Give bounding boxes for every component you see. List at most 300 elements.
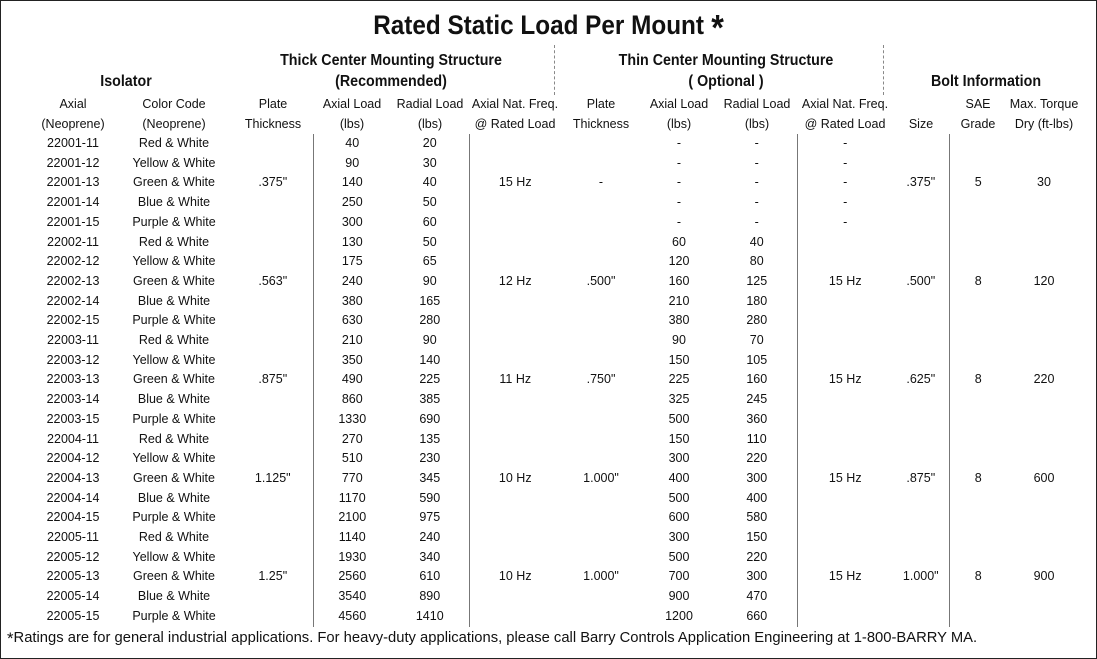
column-header-thick-radial-load: (lbs) xyxy=(417,117,443,131)
cell-thin-plate-thickness xyxy=(561,213,641,233)
cell-thin-axial-load: 600 xyxy=(668,510,690,525)
cell-bolt-size: .500" xyxy=(906,273,936,288)
cell-color-code: Green & White xyxy=(133,470,215,485)
cell-thin-axial-load: 500 xyxy=(668,549,690,564)
cell-thin-plate-thickness xyxy=(561,252,641,272)
cell-thick-axial-nat-freq xyxy=(469,331,561,351)
cell-max-torque xyxy=(1007,292,1081,312)
cell-axial: 22004-15 xyxy=(46,510,100,525)
cell-sae-grade xyxy=(949,587,1007,607)
cell-color-code: Purple & White xyxy=(132,313,216,328)
cell-bolt-size xyxy=(893,528,949,548)
cell-axial: 22005-13 xyxy=(46,569,100,584)
cell-thin-radial-load: 125 xyxy=(746,273,768,288)
cell-color-code: Green & White xyxy=(133,175,215,190)
cell-thin-axial-nat-freq xyxy=(797,331,893,351)
cell-color-code: Blue & White xyxy=(137,392,211,407)
cell-bolt-size xyxy=(893,292,949,312)
cell-thin-plate-thickness: .750" xyxy=(586,372,616,387)
cell-bolt-size xyxy=(893,390,949,410)
cell-max-torque xyxy=(1007,430,1081,450)
cell-sae-grade xyxy=(949,331,1007,351)
cell-thick-radial-load: 230 xyxy=(419,451,441,466)
cell-thin-plate-thickness xyxy=(561,233,641,253)
cell-color-code: Yellow & White xyxy=(132,155,216,170)
group-header-thin-line1: Thin Center Mounting Structure xyxy=(618,52,834,69)
cell-max-torque xyxy=(1007,587,1081,607)
cell-bolt-size xyxy=(893,252,949,272)
column-header-thick-plate-thickness: Thickness xyxy=(244,117,302,131)
cell-thick-radial-load: 90 xyxy=(422,333,437,348)
cell-color-code: Red & White xyxy=(138,530,210,545)
cell-max-torque xyxy=(1007,233,1081,253)
cell-sae-grade xyxy=(949,193,1007,213)
cell-axial: 22003-12 xyxy=(46,352,100,367)
cell-thick-axial-load: 4560 xyxy=(313,607,391,627)
column-header-bolt-size xyxy=(893,94,949,114)
cell-thin-plate-thickness xyxy=(561,430,641,450)
cell-thin-radial-load: 220 xyxy=(746,451,768,466)
cell-thin-axial-nat-freq xyxy=(797,410,893,430)
cell-sae-grade xyxy=(949,410,1007,430)
cell-max-torque xyxy=(1007,331,1081,351)
cell-thick-axial-nat-freq xyxy=(469,193,561,213)
column-header-thick-axial-load: (lbs) xyxy=(339,117,365,131)
column-header-axial: Axial xyxy=(59,97,87,111)
cell-thin-radial-load: - xyxy=(754,214,759,229)
table-row xyxy=(31,272,1081,292)
table-row xyxy=(31,311,1081,331)
cell-bolt-size xyxy=(893,193,949,213)
table-row xyxy=(31,213,1081,233)
cell-bolt-size xyxy=(893,508,949,528)
cell-thin-axial-load: 60 xyxy=(672,234,686,249)
cell-bolt-size: .625" xyxy=(906,372,936,387)
cell-thin-plate-thickness: .500" xyxy=(586,273,616,288)
cell-thick-axial-load: 140 xyxy=(313,173,391,193)
cell-thick-axial-load: 40 xyxy=(313,134,391,154)
cell-thin-plate-thickness xyxy=(561,489,641,509)
cell-thick-axial-load: 3540 xyxy=(313,587,391,607)
column-header-thin-radial-load: (lbs) xyxy=(744,117,770,131)
cell-thin-axial-load: 325 xyxy=(668,392,690,407)
cell-thick-axial-nat-freq xyxy=(469,548,561,568)
cell-thin-axial-nat-freq xyxy=(797,508,893,528)
cell-thick-radial-load: 165 xyxy=(419,293,441,308)
cell-thin-axial-nat-freq: - xyxy=(797,173,893,193)
cell-thick-plate-thickness xyxy=(233,390,313,410)
cell-thin-axial-load: - xyxy=(676,136,682,150)
table-row xyxy=(31,528,1081,548)
cell-thick-axial-load: 490 xyxy=(313,370,391,390)
cell-thin-axial-load: 160 xyxy=(668,273,690,288)
cell-sae-grade xyxy=(949,607,1007,627)
cell-thick-plate-thickness xyxy=(233,410,313,430)
cell-thick-axial-nat-freq xyxy=(469,134,561,154)
cell-thick-radial-load: 240 xyxy=(419,530,441,545)
cell-color-code: Purple & White xyxy=(132,214,216,229)
cell-max-torque xyxy=(1007,154,1081,174)
cell-color-code: Green & White xyxy=(133,273,215,288)
cell-bolt-size xyxy=(893,233,949,253)
cell-axial: 22002-11 xyxy=(47,234,99,249)
cell-thick-plate-thickness xyxy=(233,193,313,213)
cell-thin-axial-nat-freq xyxy=(797,252,893,272)
cell-thin-radial-load: 580 xyxy=(746,510,768,525)
group-header-isolator: Isolator xyxy=(100,73,152,90)
cell-bolt-size xyxy=(893,548,949,568)
cell-thick-plate-thickness xyxy=(233,252,313,272)
table-row xyxy=(31,193,1081,213)
cell-thick-plate-thickness xyxy=(233,134,313,154)
cell-sae-grade xyxy=(949,508,1007,528)
cell-thick-radial-load: 345 xyxy=(419,470,441,485)
cell-thin-plate-thickness xyxy=(561,528,641,548)
cell-thick-plate-thickness: 1.125" xyxy=(254,470,291,485)
cell-thin-radial-load: 80 xyxy=(749,254,764,269)
cell-thin-radial-load: 150 xyxy=(746,530,768,545)
cell-thin-radial-load: 70 xyxy=(749,333,764,348)
cell-thick-axial-load: 130 xyxy=(313,233,391,253)
cell-bolt-size xyxy=(893,213,949,233)
table-row xyxy=(31,173,1081,193)
cell-thick-axial-load: 300 xyxy=(313,213,391,233)
cell-thick-axial-load: 2100 xyxy=(313,508,391,528)
cell-axial: 22005-12 xyxy=(46,549,100,564)
column-header-thick-axial-nat-freq: Axial Nat. Freq. xyxy=(471,97,559,111)
cell-thin-axial-nat-freq: 15 Hz xyxy=(797,469,893,489)
cell-thick-axial-nat-freq xyxy=(469,508,561,528)
cell-sae-grade xyxy=(949,134,1007,154)
cell-bolt-size xyxy=(893,489,949,509)
cell-axial: 22001-15 xyxy=(46,214,100,229)
cell-thin-plate-thickness xyxy=(561,390,641,410)
cell-thin-axial-nat-freq xyxy=(797,292,893,312)
cell-thick-radial-load: 65 xyxy=(422,254,437,269)
cell-sae-grade xyxy=(949,213,1007,233)
cell-sae-grade xyxy=(949,351,1007,371)
cell-max-torque xyxy=(1007,548,1081,568)
cell-thick-radial-load: 30 xyxy=(422,155,437,170)
cell-color-code: Red & White xyxy=(138,136,210,150)
cell-axial: 22005-15 xyxy=(46,608,100,623)
table-row xyxy=(31,292,1081,312)
cell-thick-axial-load: 250 xyxy=(313,193,391,213)
cell-thick-axial-nat-freq xyxy=(469,311,561,331)
cell-sae-grade xyxy=(949,311,1007,331)
cell-thin-axial-load: 700 xyxy=(668,569,690,584)
cell-thin-axial-load: 900 xyxy=(668,589,690,604)
cell-max-torque xyxy=(1007,449,1081,469)
cell-color-code: Purple & White xyxy=(132,510,216,525)
cell-thin-radial-load: - xyxy=(754,155,759,170)
cell-thick-axial-load: 630 xyxy=(313,311,391,331)
cell-thin-axial-nat-freq: - xyxy=(797,193,893,213)
column-header-max-torque: Max. Torque xyxy=(1009,97,1079,111)
cell-thin-radial-load: 400 xyxy=(746,490,768,505)
cell-sae-grade xyxy=(949,489,1007,509)
cell-sae-grade: 8 xyxy=(949,567,1007,587)
cell-thin-radial-load: - xyxy=(754,195,759,210)
cell-thin-radial-load: 180 xyxy=(746,293,768,308)
cell-color-code: Purple & White xyxy=(132,608,216,623)
cell-max-torque: 30 xyxy=(1037,175,1051,190)
cell-sae-grade: 5 xyxy=(949,173,1007,193)
cell-max-torque xyxy=(1007,134,1081,154)
cell-thick-radial-load: 280 xyxy=(419,313,441,328)
cell-thin-axial-load: - xyxy=(676,175,682,190)
cell-max-torque xyxy=(1007,351,1081,371)
cell-thin-axial-load: - xyxy=(676,214,682,229)
cell-bolt-size: .875" xyxy=(906,470,936,485)
cell-color-code: Purple & White xyxy=(132,411,216,426)
cell-bolt-size xyxy=(893,449,949,469)
cell-thin-radial-load: 105 xyxy=(746,352,768,367)
column-header-thick-axial-nat-freq: @ Rated Load xyxy=(474,117,556,131)
cell-bolt-size xyxy=(893,331,949,351)
column-header-thin-plate-thickness: Plate xyxy=(586,97,616,111)
cell-thick-radial-load: 975 xyxy=(419,510,441,525)
cell-color-code: Green & White xyxy=(133,569,215,584)
cell-thin-axial-load: - xyxy=(676,155,682,170)
cell-thick-radial-load: 385 xyxy=(419,392,441,407)
cell-sae-grade xyxy=(949,548,1007,568)
cell-thick-axial-nat-freq xyxy=(469,390,561,410)
cell-bolt-size: 1.000" xyxy=(902,569,939,584)
cell-thin-plate-thickness xyxy=(561,154,641,174)
cell-thick-axial-load: 860 xyxy=(313,390,391,410)
column-header-thick-radial-load: Radial Load xyxy=(396,97,464,111)
cell-thin-axial-nat-freq xyxy=(797,430,893,450)
cell-thick-axial-nat-freq: 10 Hz xyxy=(469,469,561,489)
cell-thick-axial-nat-freq xyxy=(469,351,561,371)
column-header-bolt-size: Size xyxy=(908,117,934,131)
cell-thick-axial-nat-freq: 12 Hz xyxy=(469,272,561,292)
column-header-sae-grade: SAE xyxy=(965,97,991,111)
cell-thick-axial-load: 770 xyxy=(313,469,391,489)
cell-thick-radial-load: 50 xyxy=(422,234,437,249)
cell-thick-axial-load: 1170 xyxy=(313,489,391,509)
cell-bolt-size xyxy=(893,430,949,450)
cell-thick-radial-load: 590 xyxy=(419,490,441,505)
cell-thick-axial-load: 1140 xyxy=(313,528,391,548)
cell-thick-axial-nat-freq xyxy=(469,233,561,253)
cell-axial: 22002-12 xyxy=(46,254,100,269)
cell-thin-plate-thickness xyxy=(561,508,641,528)
cell-max-torque: 120 xyxy=(1033,273,1055,288)
cell-color-code: Blue & White xyxy=(137,490,211,505)
table-row xyxy=(31,508,1081,528)
cell-max-torque: 600 xyxy=(1033,470,1055,485)
cell-thin-plate-thickness xyxy=(561,587,641,607)
cell-thick-axial-nat-freq: 15 Hz xyxy=(469,173,561,193)
cell-axial: 22001-11 xyxy=(47,136,99,150)
cell-thin-radial-load: 110 xyxy=(746,431,767,446)
cell-sae-grade: 8 xyxy=(949,469,1007,489)
cell-thin-radial-load: - xyxy=(754,136,759,150)
column-header-thick-axial-load: Axial Load xyxy=(322,97,382,111)
cell-thin-radial-load: 300 xyxy=(746,569,768,584)
cell-thin-radial-load: 220 xyxy=(746,549,768,564)
cell-thin-radial-load: - xyxy=(754,175,759,190)
cell-sae-grade xyxy=(949,154,1007,174)
table-row xyxy=(31,587,1081,607)
cell-color-code: Red & White xyxy=(138,234,210,249)
cell-axial: 22004-11 xyxy=(47,431,99,446)
cell-thin-radial-load: 300 xyxy=(746,470,768,485)
cell-thick-axial-load: 90 xyxy=(313,154,391,174)
cell-color-code: Blue & White xyxy=(137,293,211,308)
cell-thick-axial-nat-freq xyxy=(469,587,561,607)
cell-thick-plate-thickness xyxy=(233,311,313,331)
cell-bolt-size xyxy=(893,311,949,331)
column-header-thin-axial-nat-freq: Axial Nat. Freq. xyxy=(801,97,889,111)
cell-thick-plate-thickness xyxy=(233,508,313,528)
cell-thick-axial-load: 210 xyxy=(313,331,391,351)
footnote-asterisk: * xyxy=(7,629,14,648)
table-row xyxy=(31,233,1081,253)
column-header-max-torque: Dry (ft-lbs) xyxy=(1014,117,1074,131)
cell-thick-axial-nat-freq xyxy=(469,292,561,312)
cell-sae-grade xyxy=(949,292,1007,312)
cell-thick-radial-load: 20 xyxy=(422,136,437,150)
cell-thin-axial-nat-freq: 15 Hz xyxy=(797,567,893,587)
cell-thick-radial-load: 690 xyxy=(419,411,441,426)
cell-thin-axial-load: - xyxy=(676,195,682,210)
title-text: Rated Static Load Per Mount xyxy=(373,10,704,40)
cell-thick-axial-nat-freq: 10 Hz xyxy=(469,567,561,587)
cell-thick-radial-load: 140 xyxy=(419,352,441,367)
table-row xyxy=(31,430,1081,450)
table-row xyxy=(31,134,1081,154)
cell-thick-axial-nat-freq xyxy=(469,252,561,272)
cell-thin-axial-load: 90 xyxy=(672,333,686,348)
cell-thin-plate-thickness xyxy=(561,193,641,213)
cell-thin-plate-thickness: - xyxy=(598,175,604,190)
cell-thin-radial-load: 40 xyxy=(749,234,764,249)
cell-thick-plate-thickness: .875" xyxy=(258,372,288,387)
table-row xyxy=(31,607,1081,627)
cell-thick-axial-load: 1930 xyxy=(313,548,391,568)
group-header-thick-line2: (Recommended) xyxy=(335,73,447,90)
cell-axial: 22001-12 xyxy=(46,155,100,170)
cell-thin-axial-nat-freq: 15 Hz xyxy=(797,370,893,390)
cell-thin-axial-nat-freq xyxy=(797,233,893,253)
group-divider xyxy=(883,45,884,95)
cell-thin-axial-load: 500 xyxy=(668,490,690,505)
cell-color-code: Blue & White xyxy=(137,589,211,604)
cell-thin-axial-nat-freq xyxy=(797,489,893,509)
cell-axial: 22003-15 xyxy=(46,411,100,426)
cell-thick-axial-nat-freq xyxy=(469,213,561,233)
cell-thin-axial-load: 150 xyxy=(668,431,690,446)
cell-sae-grade xyxy=(949,528,1007,548)
cell-thick-plate-thickness xyxy=(233,292,313,312)
cell-thick-plate-thickness xyxy=(233,154,313,174)
cell-thick-radial-load: 90 xyxy=(422,273,437,288)
table-row xyxy=(31,390,1081,410)
cell-max-torque xyxy=(1007,252,1081,272)
cell-sae-grade: 8 xyxy=(949,272,1007,292)
cell-thin-axial-nat-freq: 15 Hz xyxy=(797,272,893,292)
column-header-thick-plate-thickness: Plate xyxy=(258,97,288,111)
cell-axial: 22004-14 xyxy=(46,490,100,505)
cell-thick-radial-load: 340 xyxy=(419,549,441,564)
cell-thick-plate-thickness: 1.25" xyxy=(258,569,288,584)
cell-bolt-size xyxy=(893,587,949,607)
group-header-thick-line1: Thick Center Mounting Structure xyxy=(280,52,502,69)
cell-thick-radial-load: 60 xyxy=(422,214,437,229)
cell-thin-plate-thickness: 1.000" xyxy=(583,470,619,485)
cell-thin-plate-thickness xyxy=(561,607,641,627)
cell-max-torque xyxy=(1007,311,1081,331)
cell-thin-axial-load: 225 xyxy=(668,372,690,387)
cell-color-code: Yellow & White xyxy=(132,549,216,564)
cell-thin-axial-nat-freq xyxy=(797,351,893,371)
cell-axial: 22001-13 xyxy=(46,175,100,190)
cell-color-code: Yellow & White xyxy=(132,451,216,466)
cell-thick-plate-thickness xyxy=(233,351,313,371)
cell-sae-grade xyxy=(949,390,1007,410)
cell-thin-axial-nat-freq: - xyxy=(797,154,893,174)
cell-color-code: Yellow & White xyxy=(132,352,216,367)
table-row xyxy=(31,548,1081,568)
cell-thin-axial-load: 500 xyxy=(668,411,690,426)
cell-color-code: Red & White xyxy=(138,333,210,348)
cell-thick-plate-thickness xyxy=(233,548,313,568)
cell-thin-radial-load: 280 xyxy=(746,313,768,328)
cell-thin-plate-thickness xyxy=(561,449,641,469)
cell-axial: 22002-15 xyxy=(46,313,100,328)
cell-axial: 22003-14 xyxy=(46,392,100,407)
cell-thin-axial-nat-freq xyxy=(797,449,893,469)
table-row xyxy=(31,469,1081,489)
cell-axial: 22004-12 xyxy=(46,451,100,466)
cell-thin-plate-thickness xyxy=(561,311,641,331)
cell-thick-plate-thickness xyxy=(233,528,313,548)
cell-thin-axial-nat-freq xyxy=(797,311,893,331)
footnote xyxy=(7,629,1076,649)
cell-thin-axial-load: 120 xyxy=(668,254,690,269)
group-header-bolt: Bolt Information xyxy=(930,73,1042,90)
cell-max-torque xyxy=(1007,508,1081,528)
cell-max-torque xyxy=(1007,390,1081,410)
cell-sae-grade xyxy=(949,449,1007,469)
cell-thin-plate-thickness xyxy=(561,351,641,371)
load-table xyxy=(31,94,1081,627)
cell-max-torque: 900 xyxy=(1033,569,1055,584)
cell-thick-plate-thickness: .563" xyxy=(258,273,288,288)
cell-bolt-size xyxy=(893,351,949,371)
cell-thin-axial-load: 210 xyxy=(668,293,690,308)
cell-thick-axial-load: 270 xyxy=(313,430,391,450)
cell-thick-axial-nat-freq xyxy=(469,449,561,469)
cell-color-code: Blue & White xyxy=(137,195,211,210)
cell-thick-axial-nat-freq xyxy=(469,410,561,430)
cell-sae-grade xyxy=(949,252,1007,272)
table-row xyxy=(31,410,1081,430)
cell-thick-plate-thickness xyxy=(233,449,313,469)
table-row xyxy=(31,567,1081,587)
cell-thick-axial-load: 350 xyxy=(313,351,391,371)
header-row xyxy=(31,114,1081,134)
cell-max-torque xyxy=(1007,528,1081,548)
cell-thick-radial-load: 135 xyxy=(419,431,441,446)
cell-thin-axial-load: 150 xyxy=(668,352,690,367)
cell-thin-axial-nat-freq xyxy=(797,528,893,548)
column-header-thin-axial-load: Axial Load xyxy=(649,97,709,111)
cell-thick-axial-nat-freq xyxy=(469,528,561,548)
